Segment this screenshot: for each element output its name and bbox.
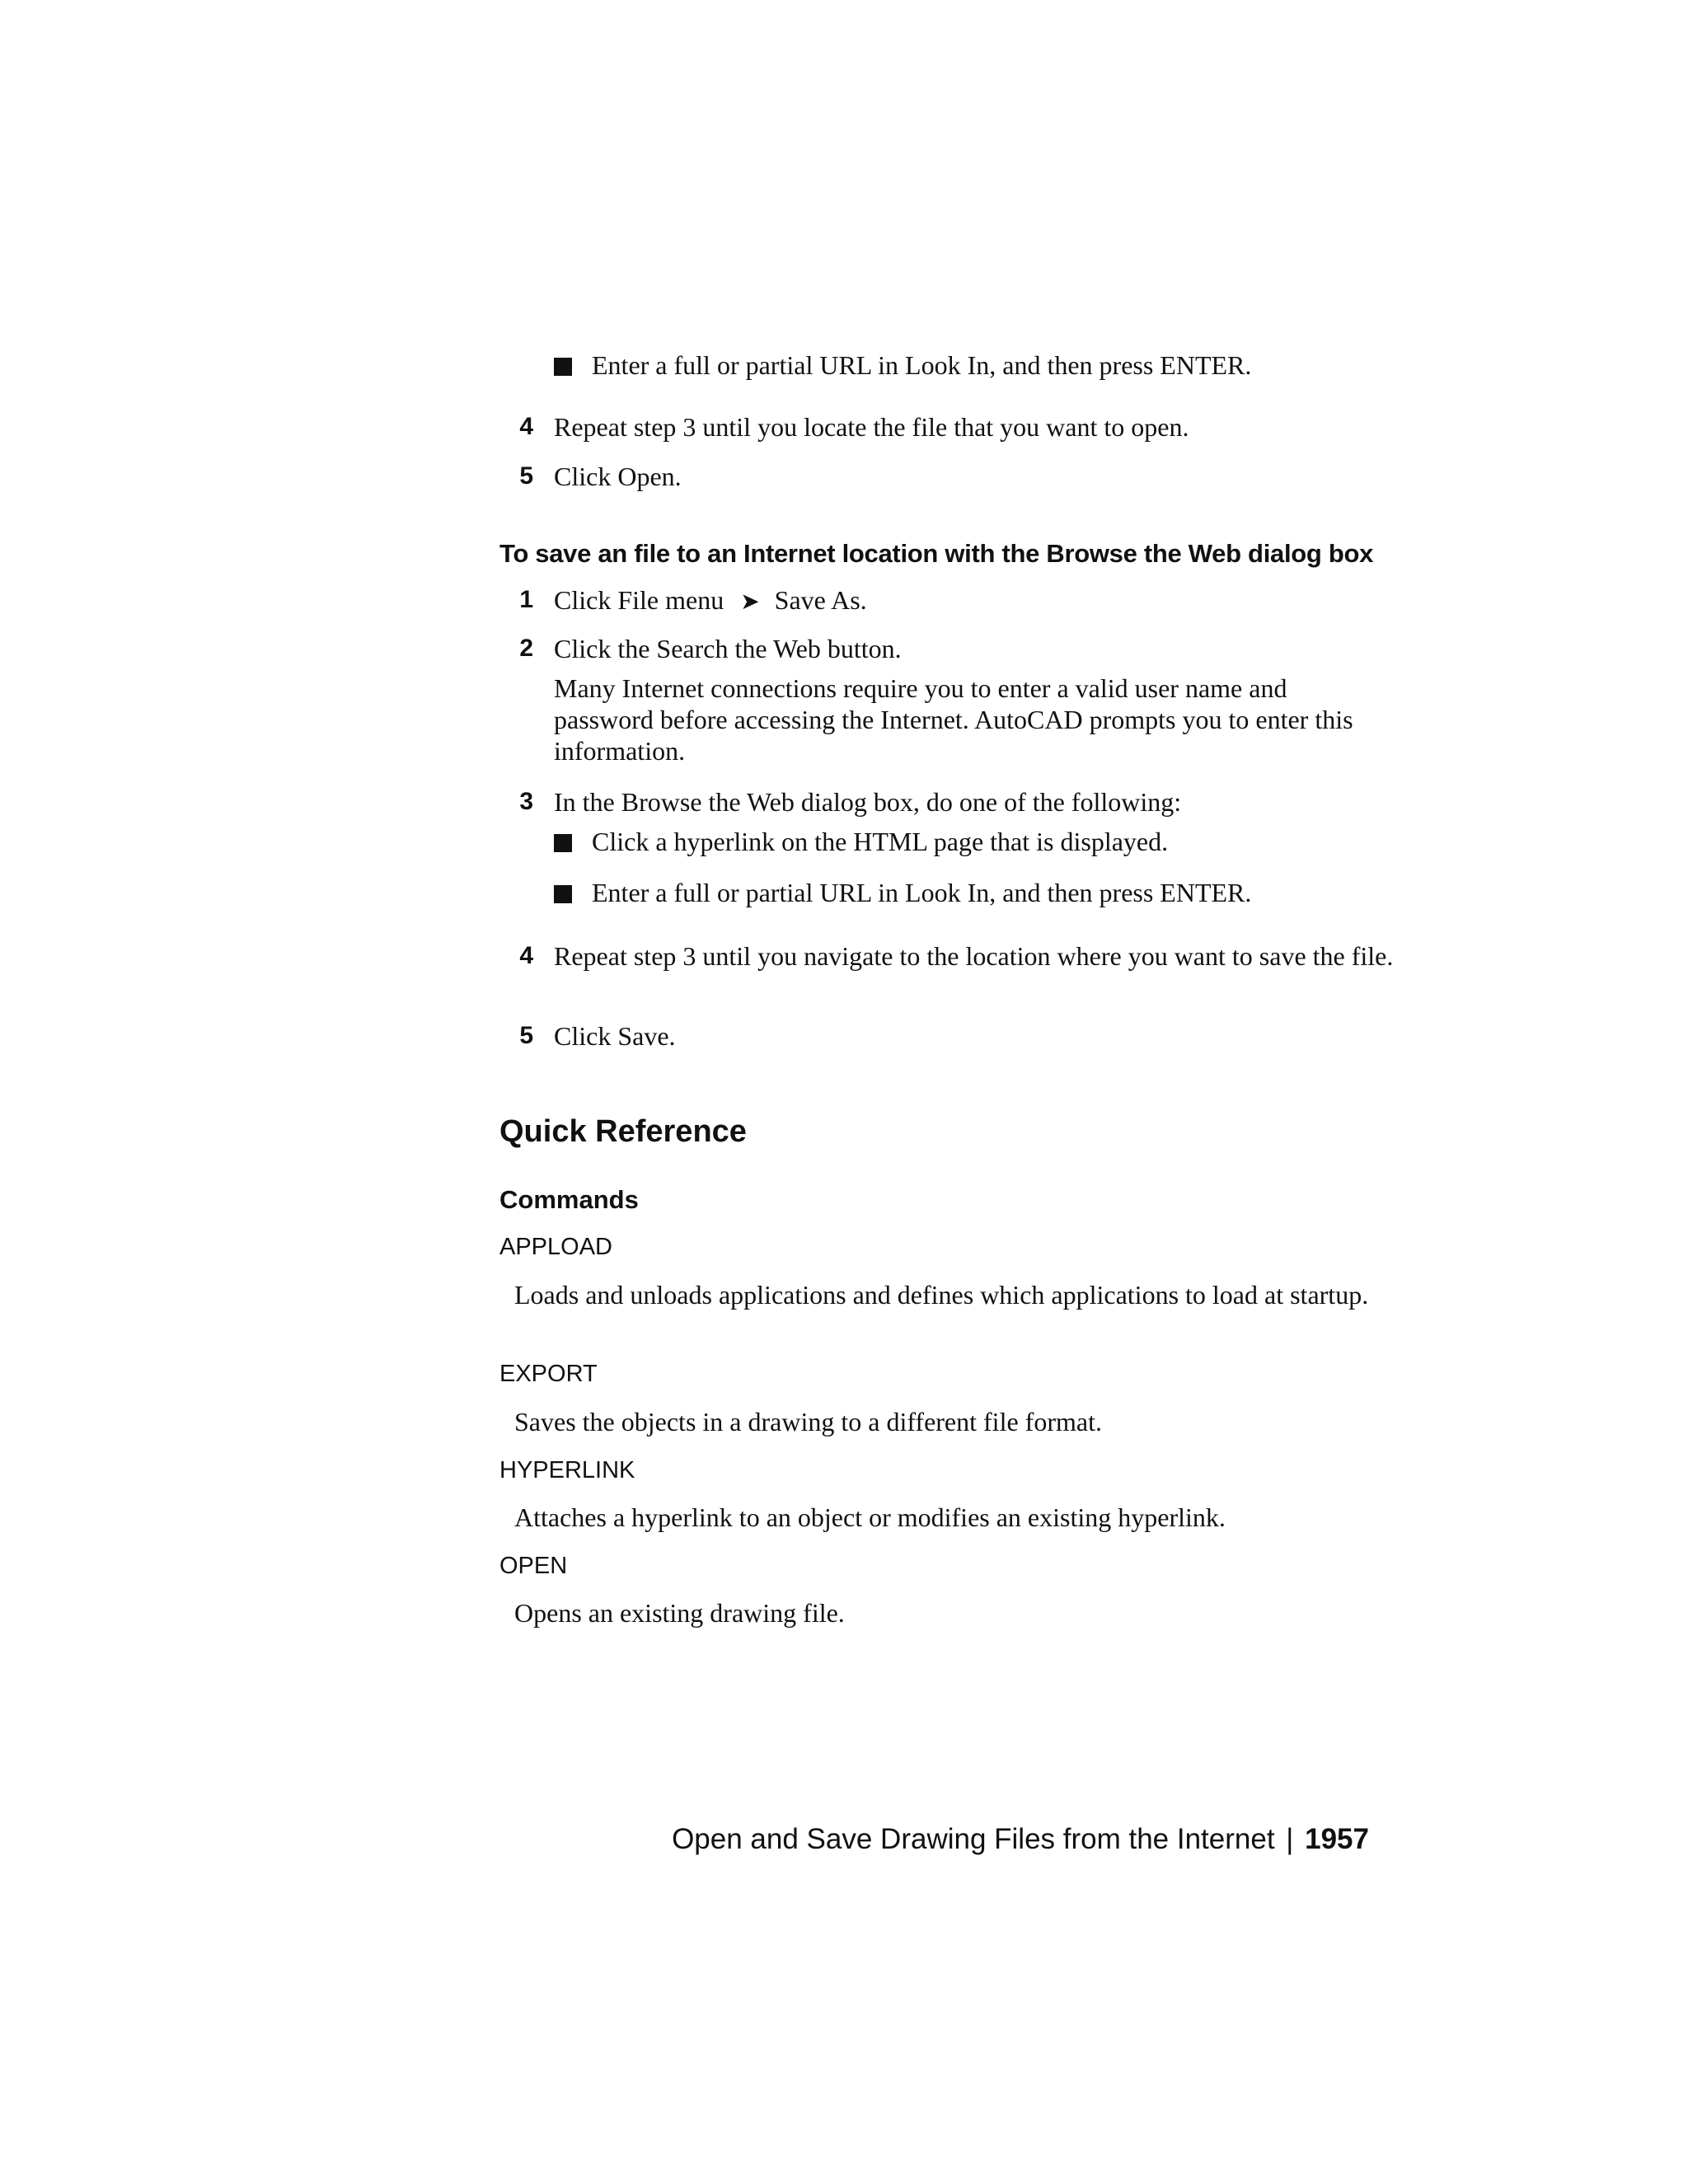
command-name: APPLOAD xyxy=(499,1234,612,1260)
procedure-heading: To save an file to an Internet location with the Browse the Web dialog box xyxy=(499,539,1374,568)
step-text: Click Save. xyxy=(554,1021,676,1051)
step-note: Many Internet connections require you to enter a valid user name and password before accessing the Internet. AutoCAD prompts you to enter this information. xyxy=(554,673,1353,766)
bullet-marker xyxy=(554,834,572,852)
command-description: Loads and unloads applications and defines which applications to load at startup. xyxy=(514,1280,1369,1310)
command-description: Opens an existing drawing file. xyxy=(514,1598,845,1628)
menu-arrow-icon: ➤ xyxy=(740,588,760,615)
command-name: OPEN xyxy=(499,1553,568,1579)
footer-separator: | xyxy=(1286,1823,1294,1855)
step-text: Repeat step 3 until you navigate to the location where you want to save the file. xyxy=(554,941,1394,971)
step-text: Click Open. xyxy=(554,462,682,491)
step-number: 4 xyxy=(519,413,533,440)
command-description: Saves the objects in a drawing to a different file format. xyxy=(514,1407,1102,1436)
bullet-text: Enter a full or partial URL in Look In, and then press ENTER. xyxy=(592,350,1252,380)
section-title: Quick Reference xyxy=(499,1114,747,1149)
footer-section-title: Open and Save Drawing Files from the Internet xyxy=(672,1823,1275,1855)
bullet-marker xyxy=(554,885,572,903)
step-text: In the Browse the Web dialog box, do one of the following: xyxy=(554,787,1182,817)
step-number: 4 xyxy=(519,942,533,969)
bullet-text: Click a hyperlink on the HTML page that is displayed. xyxy=(592,827,1169,856)
step-text xyxy=(554,584,1395,617)
step-number: 1 xyxy=(519,586,533,613)
step-number: 5 xyxy=(519,462,533,490)
command-name: HYPERLINK xyxy=(499,1457,635,1483)
step-text: Click the Search the Web button. xyxy=(554,634,902,663)
step-number: 3 xyxy=(519,788,533,815)
page-number: 1957 xyxy=(1305,1823,1369,1855)
commands-heading: Commands xyxy=(499,1185,639,1214)
bullet-marker xyxy=(554,358,572,376)
bullet-text: Enter a full or partial URL in Look In, and then press ENTER. xyxy=(592,878,1252,907)
step-text-after: Save As. xyxy=(774,585,867,615)
step-number: 2 xyxy=(519,635,533,662)
command-name: EXPORT xyxy=(499,1361,598,1387)
step-text: Repeat step 3 until you locate the file that you want to open. xyxy=(554,412,1189,442)
step-number: 5 xyxy=(519,1022,533,1049)
page-footer xyxy=(672,1821,1369,1858)
step-text-before: Click File menu xyxy=(554,585,724,615)
command-description: Attaches a hyperlink to an object or modifies an existing hyperlink. xyxy=(514,1502,1226,1532)
